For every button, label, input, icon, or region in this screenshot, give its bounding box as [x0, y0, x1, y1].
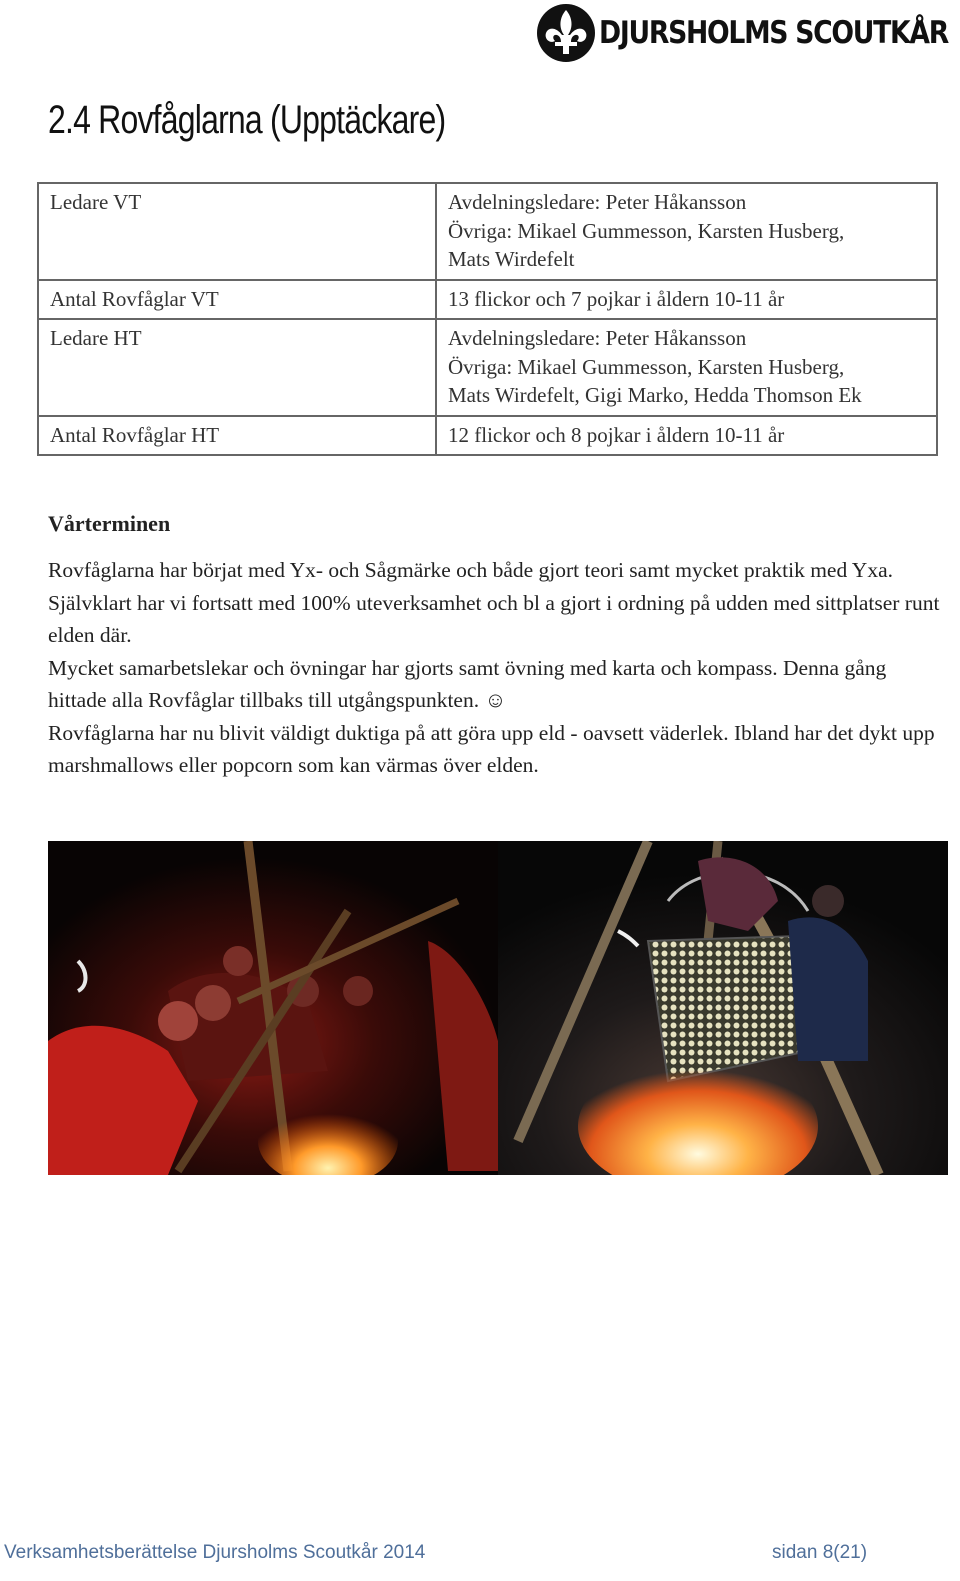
table-row — [38, 319, 937, 416]
section-title: Vårterminen — [48, 511, 171, 536]
paragraph: Rovfåglarna har börjat med Yx- och Sågmärke och både gjort teori samt mycket praktik med Yxa. — [48, 558, 893, 582]
fleur-de-lis-icon — [535, 2, 597, 64]
logo-text: DJURSHOLMS SCOUTKÅR — [599, 15, 948, 51]
row-label: Ledare VT — [38, 183, 436, 280]
paragraph: Mycket samarbetslekar och övningar har gjorts samt övning med karta och kompass. Denna gång hittade alla Rovfåglar tillbaks till utgångspunkten. ☺ — [48, 655, 887, 712]
table-row — [38, 280, 937, 320]
campfire-cooking-photo — [498, 841, 948, 1175]
footer-page-number: sidan 8(21) — [772, 1542, 868, 1563]
scout-logo — [535, 2, 955, 64]
row-value — [436, 183, 937, 280]
row-value-line: Mats Wirdefelt — [448, 247, 575, 271]
row-label: Antal Rovfåglar HT — [38, 416, 436, 456]
page-heading: 2.4 Rovfåglarna (Upptäckare) — [48, 98, 446, 142]
row-label: Ledare HT — [38, 319, 436, 416]
row-label: Antal Rovfåglar VT — [38, 280, 436, 320]
table-row — [38, 416, 937, 456]
row-value-line: 12 flickor och 8 pojkar i åldern 10-11 år — [448, 422, 785, 447]
row-value-line: Mats Wirdefelt, Gigi Marko, Hedda Thomson Ek — [448, 383, 862, 407]
row-value-line: 13 flickor och 7 pojkar i åldern 10-11 år — [448, 286, 785, 311]
campfire-group-photo — [48, 841, 498, 1175]
paragraph: Självklart har vi fortsatt med 100% uteverksamhet och bl a gjort i ordning på udden med sittplatser runt elden där. — [48, 590, 940, 647]
row-value-line: Övriga: Mikael Gummesson, Karsten Husberg, — [448, 354, 845, 379]
table-row — [38, 183, 937, 280]
paragraph: Rovfåglarna har nu blivit väldigt duktiga på att göra upp eld - oavsett väderlek. Ibland har det dykt upp marshmallows eller popcorn som kan värmas över elden. — [48, 720, 935, 777]
row-value-line: Avdelningsledare: Peter Håkansson — [448, 326, 747, 350]
leaders-table — [37, 182, 938, 456]
row-value-line: Avdelningsledare: Peter Håkansson — [448, 190, 747, 214]
row-value-line: Övriga: Mikael Gummesson, Karsten Husberg, — [448, 218, 845, 243]
footer-document-title: Verksamhetsberättelse Djursholms Scoutkår 2014 — [4, 1542, 426, 1563]
section-body — [48, 554, 948, 782]
row-value — [436, 319, 937, 416]
row-value — [436, 416, 937, 456]
row-value — [436, 280, 937, 320]
